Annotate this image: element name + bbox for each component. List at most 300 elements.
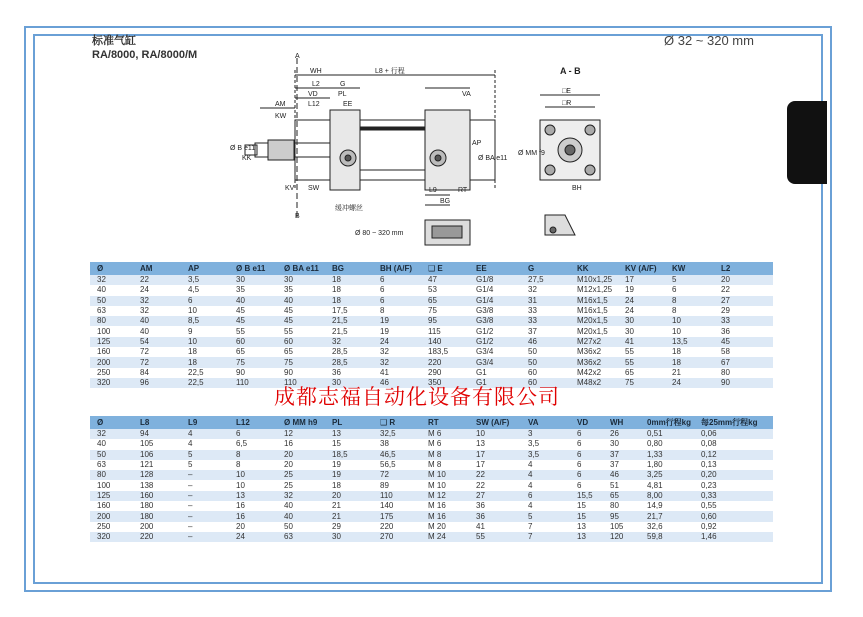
side-tab[interactable] [787, 101, 827, 184]
table-cell: 3,25 [640, 470, 694, 480]
table-cell: 54 [133, 337, 181, 347]
table-cell: 125 [90, 337, 133, 347]
table-cell: 22,5 [188, 367, 204, 377]
table-cell: 8 [672, 306, 677, 316]
table-cell: 4 [528, 460, 533, 470]
table-cell: 15 [570, 511, 603, 521]
table-cell: 0,13 [701, 460, 717, 470]
table-cell: M27x2 [570, 337, 618, 347]
table-cell: 30 [325, 378, 373, 388]
table-cell: 0,55 [701, 501, 717, 511]
table-cell: 72 [133, 357, 181, 367]
table2-header: 0mm行程kg [640, 416, 694, 429]
table-row [90, 296, 773, 306]
table-cell: 40 [284, 501, 293, 511]
table1-header: KV (A/F) [618, 262, 665, 275]
table-cell: 7 [528, 521, 533, 531]
label-bg: BG [440, 198, 451, 205]
label-b: B [295, 213, 300, 220]
table-row [90, 316, 773, 326]
table-row [90, 522, 773, 532]
table-cell: 32 [277, 491, 325, 501]
table-cell: 21 [325, 511, 373, 521]
table-cell: 40 [140, 326, 149, 336]
table-cell: 55 [618, 357, 665, 367]
table-cell: 19 [332, 460, 341, 470]
table-cell: 6 [373, 275, 421, 285]
table-cell: 37 [603, 450, 640, 460]
table-cell: 35 [236, 285, 245, 295]
table-cell: 3,5 [181, 275, 229, 285]
table-cell: 31 [521, 296, 570, 306]
table-cell: 0,06 [694, 429, 773, 439]
table2-header: L8 [133, 416, 181, 429]
label-e: □E [562, 88, 571, 95]
table-cell: 30 [229, 275, 277, 285]
table-cell: 4 [521, 470, 570, 480]
table1-body [90, 275, 773, 388]
table1-header: L2 [714, 262, 773, 275]
table-cell: 15 [332, 439, 341, 449]
table-cell: 37 [528, 326, 537, 336]
table-cell: M20x1,5 [577, 326, 608, 336]
table-cell: G1/2 [469, 337, 521, 347]
table2-header: L9 [181, 416, 229, 429]
table-cell: 22 [133, 275, 181, 285]
table-cell: G1/2 [476, 326, 494, 336]
table-cell: 50 [521, 357, 570, 367]
table-cell: M36x2 [570, 357, 618, 367]
table-cell: 45 [229, 316, 277, 326]
table-cell: 56,5 [380, 460, 396, 470]
table-cell: 270 [373, 532, 421, 542]
table-cell: 63 [97, 460, 106, 470]
table-cell: 160 [97, 347, 111, 357]
table-cell: 75 [277, 357, 325, 367]
table2-header: 每25mm行程kg [694, 416, 773, 429]
table-cell: 50 [528, 347, 537, 357]
table-cell: 28,5 [332, 347, 348, 357]
table-cell: 1,46 [694, 532, 773, 542]
table-cell: 60 [528, 367, 537, 377]
table-cell: 183,5 [428, 347, 449, 357]
table-cell: 47 [421, 275, 469, 285]
table-row [90, 275, 773, 285]
table-cell: 60 [229, 337, 277, 347]
table-cell: 30 [618, 316, 665, 326]
table-cell: M16x1,5 [577, 306, 608, 316]
table1-header: ❑ E [421, 262, 469, 275]
table-cell: 16 [284, 439, 293, 449]
table-cell: 25 [284, 480, 293, 490]
table-cell: 40 [277, 511, 325, 521]
table-cell: 32,6 [647, 521, 663, 531]
table-cell: M 8 [428, 460, 442, 470]
label-l8: L8 + 行程 [375, 68, 405, 75]
table-cell: 45 [277, 316, 325, 326]
table-cell: – [188, 480, 193, 490]
table-cell: M 8 [421, 450, 469, 460]
table-row [90, 501, 773, 511]
table-cell: 200 [140, 521, 154, 531]
table-cell: 24 [140, 285, 149, 295]
table-cell: M 24 [421, 532, 469, 542]
table-cell: 17 [476, 460, 485, 470]
table2-header: PL [325, 416, 373, 429]
table-cell: 0,08 [701, 439, 717, 449]
table-cell: 45 [236, 306, 245, 316]
table-cell: 95 [603, 511, 640, 521]
table2-header: ❑ R [373, 416, 421, 429]
table-cell: 8 [229, 450, 277, 460]
table-cell: 45 [284, 306, 293, 316]
table-cell: 6,5 [236, 439, 248, 449]
table-cell: 6 [181, 296, 229, 306]
table-cell: 46 [521, 337, 570, 347]
table-row [90, 480, 773, 490]
table-cell: 72 [140, 347, 149, 357]
table-cell: 51 [610, 480, 619, 490]
table-cell: 30 [325, 532, 373, 542]
table-cell: 220 [133, 532, 181, 542]
table-cell: 36 [332, 367, 341, 377]
table-cell: 33 [521, 316, 570, 326]
table-cell: 13 [476, 439, 485, 449]
table-cell: 220 [421, 357, 469, 367]
table-cell: 20 [714, 275, 773, 285]
table-cell: 36 [469, 511, 521, 521]
table-cell: M42x2 [577, 367, 602, 377]
table-cell: 110 [373, 491, 421, 501]
table2-body [90, 429, 773, 542]
table-cell: 8 [236, 460, 241, 470]
table-cell: 50 [284, 521, 293, 531]
table-cell: 32 [140, 306, 149, 316]
table-cell: 32 [373, 357, 421, 367]
label-bh: BH [572, 185, 582, 192]
table-cell: 0,12 [694, 450, 773, 460]
table-cell: – [181, 470, 229, 480]
table-cell: 33 [714, 316, 773, 326]
table-cell: 10 [229, 470, 277, 480]
table-cell: 160 [133, 491, 181, 501]
table-cell: 10 [672, 326, 681, 336]
table-cell: 105 [140, 439, 154, 449]
table-cell: 19 [380, 326, 389, 336]
table-cell: 6 [577, 439, 582, 449]
table-cell: 121 [140, 460, 154, 470]
table-cell: 13 [577, 521, 586, 531]
label-kw: KW [275, 113, 287, 120]
table-cell: 75 [428, 306, 437, 316]
table-cell: 115 [428, 326, 441, 336]
table-cell: 15,5 [570, 491, 603, 501]
label-va: VA [462, 91, 471, 98]
table-row [90, 470, 773, 480]
table-cell: 5 [521, 511, 570, 521]
table-cell: 8,5 [181, 316, 229, 326]
table-cell: 41 [618, 337, 665, 347]
table-cell: G1 [476, 367, 487, 377]
table-cell: 65 [236, 347, 245, 357]
table-cell: 80 [721, 367, 730, 377]
table2-header: VD [570, 416, 603, 429]
table-cell: 89 [380, 480, 389, 490]
table-cell: 4,81 [647, 480, 663, 490]
table-cell: 22 [476, 480, 485, 490]
table-cell: 0,51 [640, 429, 694, 439]
table-cell: 16 [236, 501, 245, 511]
table-cell: 4 [528, 480, 533, 490]
table-cell: 40 [229, 296, 277, 306]
table-cell: 6 [570, 450, 603, 460]
label-kk: KK [242, 155, 252, 162]
table2-header: L12 [229, 416, 277, 429]
table-cell: 110 [277, 378, 325, 388]
table-cell: 41 [476, 521, 485, 531]
table-cell: 32,5 [373, 429, 421, 439]
table-cell: 180 [140, 501, 154, 511]
table-cell: 22,5 [181, 378, 229, 388]
label-sw: SW [308, 185, 320, 192]
table-cell: 105 [610, 521, 624, 531]
table-row [90, 429, 773, 439]
table-cell: 32 [90, 275, 133, 285]
label-l12: L12 [308, 101, 320, 108]
table-cell: 46 [373, 378, 421, 388]
table-cell: 75 [229, 357, 277, 367]
label-kv: KV [285, 185, 295, 192]
table-cell: 38 [380, 439, 389, 449]
table-cell: 16 [229, 511, 277, 521]
table-row [90, 326, 773, 336]
table-cell: 18 [665, 357, 714, 367]
label-cushion: 缓冲螺丝 [335, 205, 363, 212]
table-cell: 21,7 [640, 511, 694, 521]
table-row [90, 368, 773, 378]
table-cell: 32 [528, 285, 537, 295]
table-cell: G1/8 [469, 275, 521, 285]
table-row [90, 347, 773, 357]
table-cell: 180 [133, 511, 181, 521]
table-cell: 18 [325, 275, 373, 285]
table-cell: 24 [373, 337, 421, 347]
table-cell: 32 [90, 429, 133, 439]
table-cell: 3,5 [528, 439, 540, 449]
table-cell: 18 [181, 357, 229, 367]
table-cell: 10 [236, 480, 245, 490]
table2-header: RT [421, 416, 469, 429]
table-cell: 17,5 [332, 306, 348, 316]
company-watermark: 成都志福自动化设备有限公司 [274, 385, 560, 409]
table-cell: 4 [188, 439, 193, 449]
table-cell: 60 [521, 378, 570, 388]
table-cell: M20x1,5 [570, 316, 618, 326]
table-cell: 65 [421, 296, 469, 306]
table-cell: 8,00 [640, 491, 694, 501]
table1-header: AP [181, 262, 229, 275]
model-title: RA/8000, RA/8000/M [92, 49, 198, 61]
table-cell: 350 [421, 378, 469, 388]
table1-header: KK [570, 262, 618, 275]
table-cell: G3/8 [469, 316, 521, 326]
table1-header: KW [665, 262, 714, 275]
table-cell: G3/8 [476, 306, 494, 316]
table-row [90, 532, 773, 542]
table-cell: 4 [528, 501, 533, 511]
table-cell: 6 [570, 470, 603, 480]
table-cell: 140 [380, 501, 394, 511]
label-range: Ø 80 ~ 320 mm [355, 230, 404, 237]
table-cell: 0,80 [647, 439, 663, 449]
label-mm: Ø MM f9 [518, 150, 545, 157]
table-cell: 19 [325, 470, 373, 480]
table-cell: 10 [188, 306, 197, 316]
table-cell: 55 [284, 326, 293, 336]
table-cell: 10 [469, 429, 521, 439]
table-cell: 1,80 [647, 460, 663, 470]
table-cell: 50 [90, 450, 133, 460]
table-cell: 80 [90, 316, 133, 326]
label-ap: AP [472, 140, 482, 147]
table-cell: 21,5 [332, 326, 348, 336]
table-cell: 40 [277, 296, 325, 306]
table-row [90, 337, 773, 347]
table-cell: 9 [188, 326, 193, 336]
table-cell: 27,5 [521, 275, 570, 285]
table-cell: 5 [665, 275, 714, 285]
table-cell: 58 [721, 347, 730, 357]
table-cell: 0,20 [694, 470, 773, 480]
table-cell: M16x1,5 [570, 296, 618, 306]
table-cell: M 6 [428, 439, 442, 449]
table-cell: 27 [469, 491, 521, 501]
rod-nut [268, 140, 294, 160]
table2-header: VA [521, 416, 570, 429]
table-cell: 65 [625, 367, 634, 377]
table-cell: 13 [325, 429, 373, 439]
table-row [90, 450, 773, 460]
table-cell: 72 [373, 470, 421, 480]
label-am: AM [275, 101, 286, 108]
table-cell: 21,5 [325, 316, 373, 326]
table-cell: – [181, 532, 229, 542]
table2-header: Ø [90, 416, 133, 429]
table-cell: 10 [181, 337, 229, 347]
table2-header: SW (A/F) [469, 416, 521, 429]
table-cell: 84 [140, 367, 149, 377]
table-row [90, 285, 773, 295]
table-cell: M 6 [421, 429, 469, 439]
table-cell: 6 [577, 460, 582, 470]
table-cell: 28,5 [325, 357, 373, 367]
table-cell: 94 [133, 429, 181, 439]
table-cell: 200 [90, 357, 133, 367]
table-cell: 100 [97, 480, 111, 490]
table-cell: 17 [469, 450, 521, 460]
table-cell: 95 [421, 316, 469, 326]
spec-table-2 [90, 416, 773, 542]
table-cell: 40 [133, 316, 181, 326]
table-cell: 14,9 [647, 501, 663, 511]
label-pl: PL [338, 91, 347, 98]
table-cell: 20 [236, 521, 245, 531]
table-cell: 36 [721, 326, 730, 336]
table-cell: 80 [610, 501, 619, 511]
table-cell: 40 [97, 285, 106, 295]
table-cell: 25 [277, 470, 325, 480]
table-cell: 55 [236, 326, 245, 336]
table-cell: M 12 [421, 491, 469, 501]
table-cell: 200 [90, 511, 133, 521]
table-cell: 37 [610, 460, 619, 470]
table-cell: 320 [90, 378, 133, 388]
table-cell: 4,5 [188, 285, 200, 295]
table-cell: 6 [229, 429, 277, 439]
table-cell: 1,33 [640, 450, 694, 460]
label-a: A [295, 53, 300, 60]
table-cell: 60 [277, 337, 325, 347]
table-cell: 8 [380, 306, 385, 316]
table1-header: EE [469, 262, 521, 275]
table-cell: 100 [97, 326, 111, 336]
table-cell: G1/4 [469, 296, 521, 306]
table-cell: 21 [332, 501, 341, 511]
label-vd: VD [308, 91, 318, 98]
table-cell: G3/4 [476, 347, 494, 357]
table-cell: 30 [610, 439, 619, 449]
table-cell: G3/4 [469, 357, 521, 367]
table-cell: 46,5 [373, 450, 421, 460]
table-cell: 27 [714, 296, 773, 306]
table-cell: 0,92 [701, 521, 717, 531]
table-cell: 13,5 [665, 337, 714, 347]
table-cell: 63 [97, 306, 106, 316]
table-cell: 46 [603, 470, 640, 480]
table1-header: AM [133, 262, 181, 275]
title-cn: 标准气缸 [92, 35, 136, 47]
table-row [90, 460, 773, 470]
table-cell: 45 [714, 337, 773, 347]
table-cell: M12x1,25 [577, 285, 613, 295]
spec-table-1 [90, 262, 773, 388]
table-cell: 10 [665, 316, 714, 326]
table-cell: 13 [570, 532, 603, 542]
table-cell: – [188, 501, 193, 511]
table-cell: – [181, 491, 229, 501]
table-row [90, 491, 773, 501]
table-cell: 24 [618, 296, 665, 306]
table-cell: M 20 [428, 521, 446, 531]
table-row [90, 439, 773, 449]
table-cell: 20 [325, 491, 373, 501]
table-cell: 21 [672, 367, 681, 377]
table-cell: 67 [714, 357, 773, 367]
table-cell: 4 [181, 429, 229, 439]
table1-header: Ø B e11 [229, 262, 277, 275]
table-row [90, 306, 773, 316]
rear-cap [425, 110, 470, 190]
table-cell: 20 [284, 460, 293, 470]
table-row [90, 511, 773, 521]
table1-header: G [521, 262, 570, 275]
label-l9: L9 [429, 187, 437, 194]
table-cell: M48x2 [570, 378, 618, 388]
table-cell: 32 [325, 337, 373, 347]
table-cell: 65 [603, 491, 640, 501]
table-cell: 18 [332, 285, 341, 295]
table-cell: 33 [528, 306, 537, 316]
